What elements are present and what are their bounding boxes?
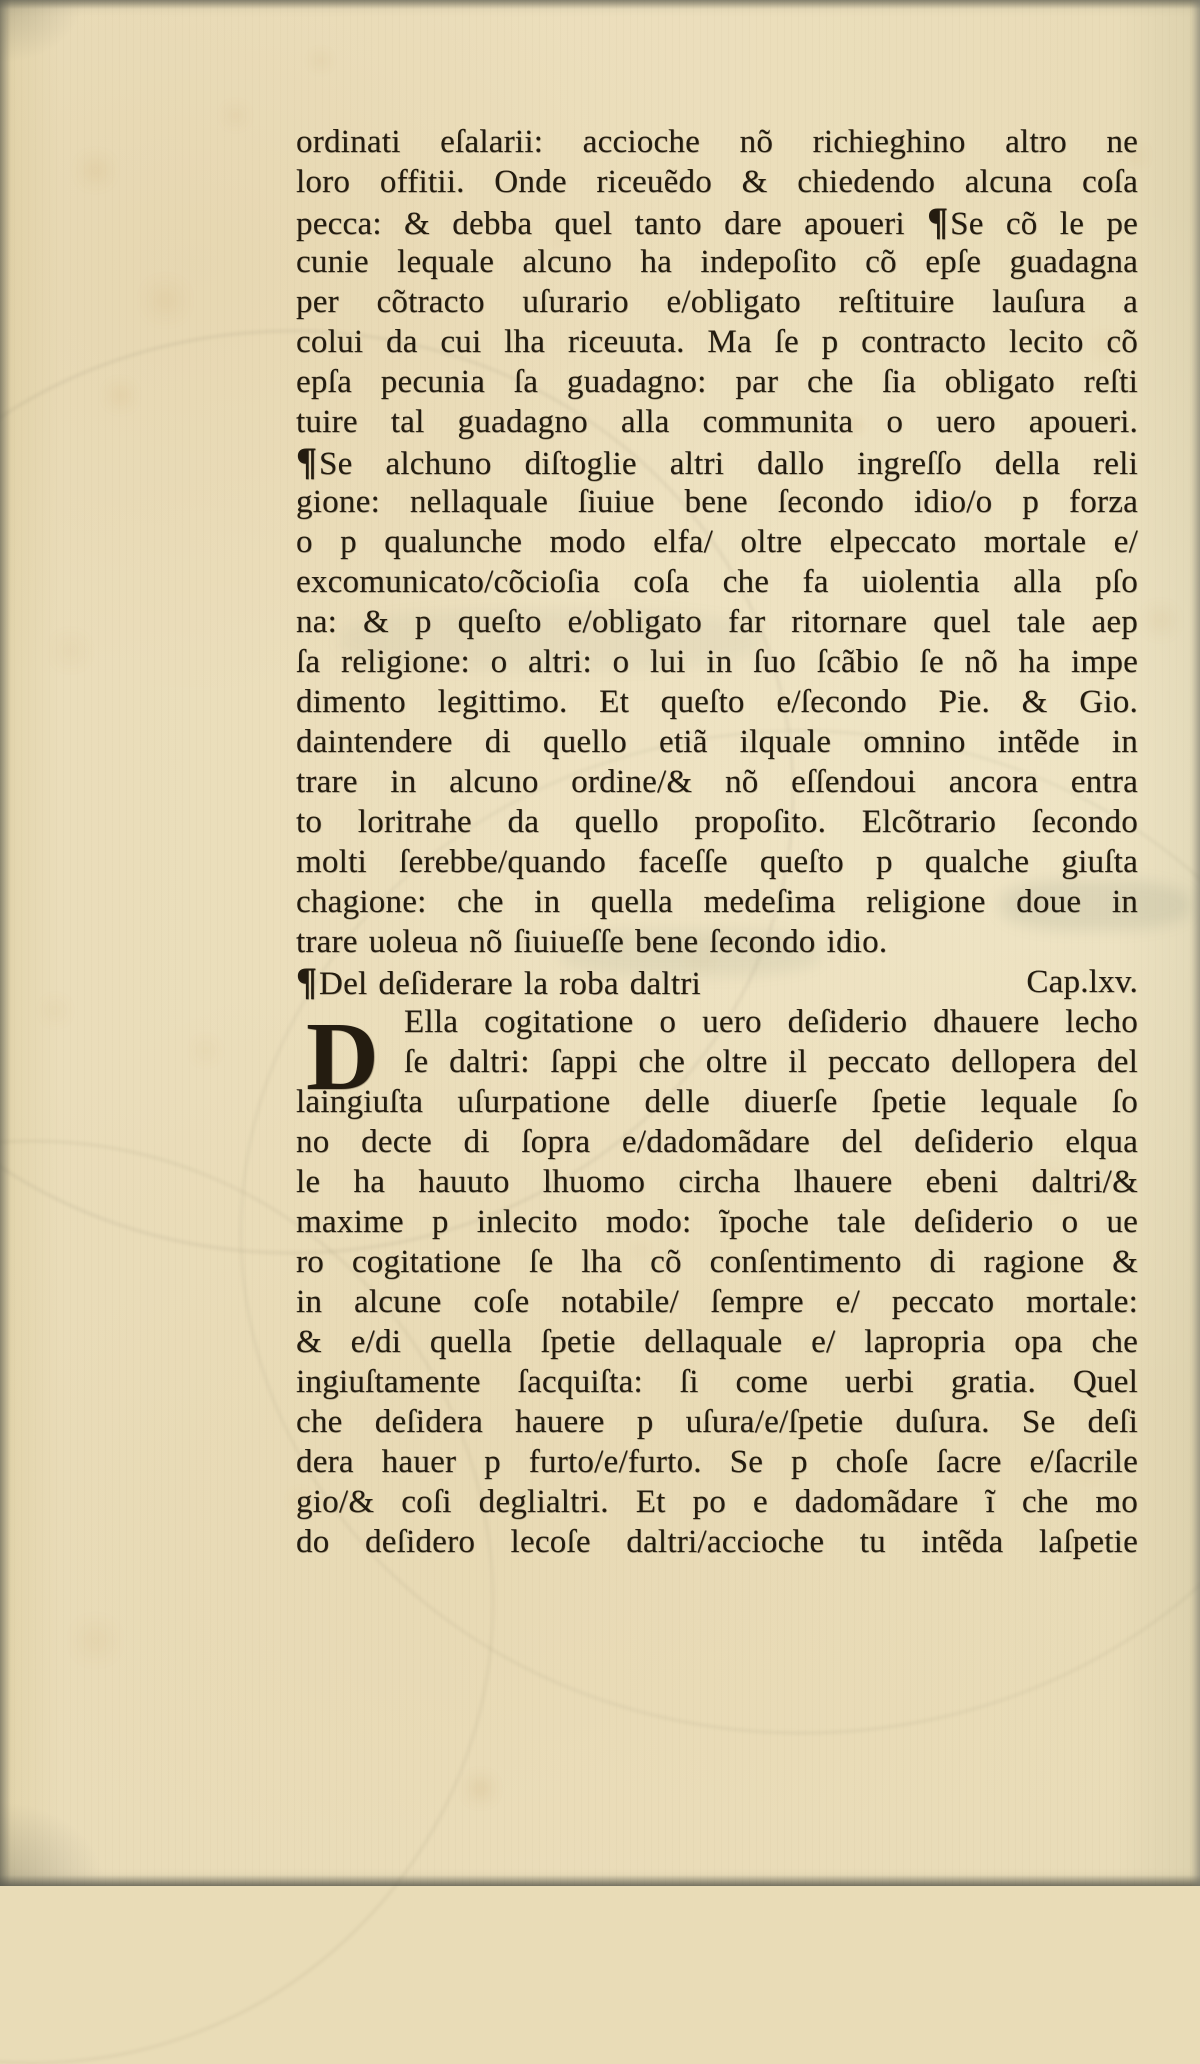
capitulum-mark: ¶ bbox=[927, 200, 949, 243]
line-text: loro offitii. Onde riceuẽdo & chiedendo alcuna coſa bbox=[296, 164, 1138, 200]
drop-cap: D bbox=[306, 1003, 380, 1110]
text-line bbox=[296, 322, 1138, 362]
text-line bbox=[296, 1442, 1138, 1482]
text-line bbox=[296, 242, 1138, 282]
text-line bbox=[296, 922, 1138, 962]
line-text: ingiuſtamente ſacquiſta: ſi come uerbi gratia. Quel bbox=[296, 1364, 1138, 1400]
text-line bbox=[296, 762, 1138, 802]
line-text: Ella cogitatione o uero deſiderio dhauere lecho bbox=[404, 1004, 1138, 1040]
line-text: gione: nellaquale ſiuiue bene ſecondo idio/o p forza bbox=[296, 484, 1138, 520]
capitulum-mark: ¶ bbox=[296, 960, 318, 1003]
text-block bbox=[296, 122, 1138, 1562]
text-line bbox=[296, 1522, 1138, 1562]
foxing-spots bbox=[0, 0, 1, 1]
text-line bbox=[296, 682, 1138, 722]
chapter-heading-line bbox=[296, 962, 1138, 1002]
text-line bbox=[296, 1282, 1138, 1322]
text-line bbox=[296, 1002, 1138, 1042]
line-text: colui da cui lha riceuuta. Ma ſe p contracto lecito cõ bbox=[296, 324, 1138, 360]
text-line bbox=[296, 402, 1138, 442]
text-line bbox=[296, 122, 1138, 162]
text-line bbox=[296, 642, 1138, 682]
text-line bbox=[296, 1402, 1138, 1442]
text-line bbox=[296, 202, 1138, 242]
line-text: ¶Se alchuno diſtoglie altri dallo ingreſſo della reli bbox=[296, 440, 1138, 483]
line-text: ro cogitatione ſe lha cõ conſentimento di ragione & bbox=[296, 1244, 1138, 1280]
line-text: molti ſerebbe/quando faceſſe queſto p qualche giuſta bbox=[296, 844, 1138, 880]
line-text: ¶Del deſiderare la roba daltri bbox=[296, 960, 701, 1003]
scan-edge-right bbox=[1191, 0, 1200, 1886]
line-text: trare in alcuno ordine/& nõ eſſendoui ancora entra bbox=[296, 764, 1138, 800]
scan-edge-bottom bbox=[0, 1875, 1200, 1886]
text-line bbox=[296, 162, 1138, 202]
text-line bbox=[296, 1202, 1138, 1242]
line-text: o p qualunche modo elfa/ oltre elpeccato mortale e/ bbox=[296, 524, 1138, 560]
text-line bbox=[296, 802, 1138, 842]
line-text: ordinati eſalarii: accioche nõ richieghino altro ne bbox=[296, 124, 1138, 160]
line-text: le ha hauuto lhuomo circha lhauere ebeni daltri/& bbox=[296, 1164, 1138, 1200]
scan-corner-shadow bbox=[0, 1766, 150, 1886]
text-line bbox=[296, 602, 1138, 642]
line-text: dimento legittimo. Et queſto e/ſecondo Pie. & Gio. bbox=[296, 684, 1138, 720]
line-text: laingiuſta uſurpatione delle diuerſe ſpetie lequale ſo bbox=[296, 1084, 1138, 1120]
line-text: to loritrahe da quello propoſito. Elcõtrario ſecondo bbox=[296, 804, 1138, 840]
line-text: dera hauer p furto/e/furto. Se p choſe ſacre e/ſacrile bbox=[296, 1444, 1138, 1480]
line-text: ſe daltri: ſappi che oltre il peccato dellopera del bbox=[404, 1044, 1138, 1080]
text-line bbox=[296, 282, 1138, 322]
text-line bbox=[296, 482, 1138, 522]
line-text: do deſidero lecoſe daltri/accioche tu intẽda laſpetie bbox=[296, 1524, 1138, 1560]
line-text: na: & p queſto e/obligato far ritornare quel tale aep bbox=[296, 604, 1138, 640]
line-text: in alcune coſe notabile/ ſempre e/ peccato mortale: bbox=[296, 1284, 1138, 1320]
text-line bbox=[296, 562, 1138, 602]
text-line bbox=[296, 1122, 1138, 1162]
line-text: no decte di ſopra e/dadomãdare del deſiderio elqua bbox=[296, 1124, 1138, 1160]
text-line bbox=[296, 1242, 1138, 1282]
text-line bbox=[296, 1322, 1138, 1362]
text-line bbox=[296, 1482, 1138, 1522]
line-text: ſa religione: o altri: o lui in ſuo ſcãbio ſe nõ ha impe bbox=[296, 644, 1138, 680]
text-line bbox=[296, 1082, 1138, 1122]
line-text: per cõtracto uſurario e/obligato reſtituire lauſura a bbox=[296, 284, 1138, 320]
line-text: maxime p inlecito modo: ĩpoche tale deſiderio o ue bbox=[296, 1204, 1138, 1240]
line-text: excomunicato/cõcioſia coſa che fa uiolentia alla pſo bbox=[296, 564, 1138, 600]
line-text: cunie lequale alcuno ha indepoſito cõ epſe guadagna bbox=[296, 244, 1138, 280]
text-line bbox=[296, 1042, 1138, 1082]
line-text: che deſidera hauere p uſura/e/ſpetie duſura. Se deſi bbox=[296, 1404, 1138, 1440]
capitulum-mark: ¶ bbox=[296, 440, 318, 483]
line-text: daintendere di quello etiã ilquale omnino intẽde in bbox=[296, 724, 1138, 760]
line-text: gio/& coſi deglialtri. Et po e dadomãdare ĩ che mo bbox=[296, 1484, 1138, 1520]
line-text: trare uoleua nõ ſiuiueſſe bene ſecondo idio. bbox=[296, 924, 888, 960]
line-text: tuire tal guadagno alla communita o uero apoueri. bbox=[296, 404, 1138, 440]
line-text: chagione: che in quella medeſima religione doue in bbox=[296, 884, 1138, 920]
scan-edge-left bbox=[0, 0, 11, 1886]
text-line bbox=[296, 842, 1138, 882]
text-line bbox=[296, 442, 1138, 482]
chapter-number: Cap.lxv. bbox=[1026, 964, 1138, 1000]
line-text: & e/di quella ſpetie dellaquale e/ lapropria opa che bbox=[296, 1324, 1138, 1360]
scan-edge-top bbox=[0, 0, 1200, 9]
scan-corner-shadow bbox=[0, 0, 120, 90]
text-line bbox=[296, 882, 1138, 922]
text-line bbox=[296, 1362, 1138, 1402]
line-text: epſa pecunia ſa guadagno: par che ſia obligato reſti bbox=[296, 364, 1138, 400]
line-text: pecca: & debba quel tanto dare apoueri ¶Se cõ le pe bbox=[296, 200, 1138, 243]
text-line bbox=[296, 362, 1138, 402]
text-line bbox=[296, 1162, 1138, 1202]
text-line bbox=[296, 722, 1138, 762]
text-line bbox=[296, 522, 1138, 562]
